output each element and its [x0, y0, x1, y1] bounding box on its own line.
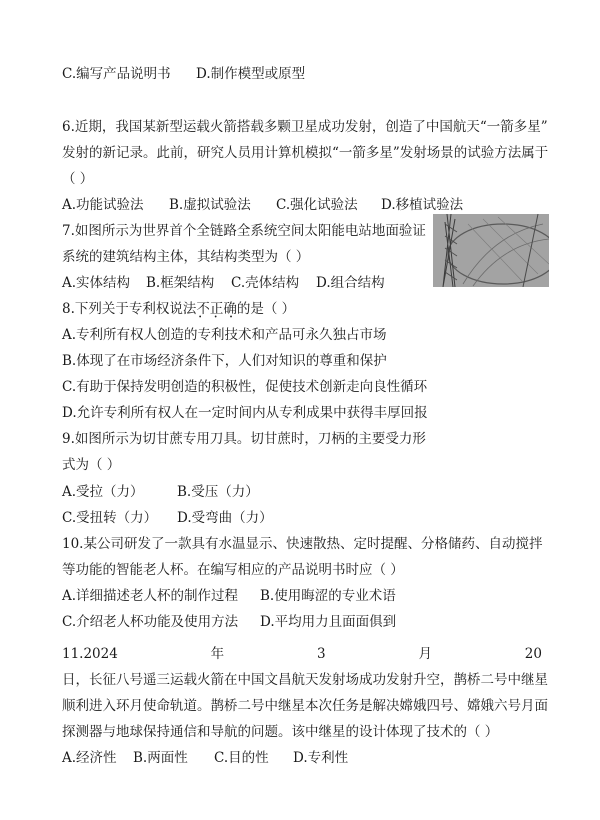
q10-options-cd	[62, 616, 396, 630]
q6-stem-line2: 发射的新记录。此前，研究人员用计算机模拟“一箭多星”发射场景的试验方法属于	[62, 145, 549, 161]
q7-stem-line1: 7.如图所示为世界首个全链路全系统空间太阳能电站地面验证	[62, 223, 426, 239]
q10-option-c: C.介绍老人杯功能及使用方法	[62, 614, 239, 630]
q10-options-ab	[62, 590, 396, 604]
q8-stem-start: 8.下列关于专利权说法	[62, 301, 197, 317]
q10-option-d: D.平均用力且面面俱到	[260, 614, 397, 630]
q5-options-cd	[62, 68, 305, 82]
q7-option-a: A.实体结构	[62, 275, 131, 291]
q8-option-b: B.体现了在市场经济条件下，人们对知识的尊重和保护	[62, 353, 387, 369]
q8-stem-end: 的是（ ）	[236, 301, 296, 317]
q9-options-ab	[62, 486, 259, 500]
q7-option-d: D.组合结构	[316, 275, 385, 291]
q9-stem-line2: 式为（ ）	[62, 457, 121, 473]
q8-emphasis-text: 不正确 • • •	[196, 301, 237, 317]
solar-station-structure-photo	[433, 214, 549, 287]
q9-option-b: B.受压（力）	[177, 484, 259, 500]
q10-option-a: A.详细描述老人杯的制作过程	[62, 588, 239, 604]
q8-option-a: A.专利所有权人创造的专利技术和产品可永久独占市场	[62, 327, 387, 343]
q5-option-c: C.编写产品说明书	[62, 66, 171, 82]
q6-option-b: B.虚拟试验法	[169, 197, 251, 213]
q8-stem	[62, 303, 295, 317]
lattice-structure-image	[433, 214, 549, 287]
q9-options-cd	[62, 512, 273, 526]
q6-stem-line1: 6.近期，我国某新型运载火箭搭载多颗卫星成功发射，创造了中国航天“一箭多星”	[62, 119, 548, 135]
q11-stem-line4: 探测器与地球保持通信和导航的问题。该中继星的设计体现了技术的（ ）	[62, 724, 499, 740]
q10-option-b: B.使用晦涩的专业术语	[260, 588, 396, 604]
q8-option-d: D.允许专利所有权人在一定时间内从专利成果中获得丰厚回报	[62, 405, 428, 421]
q9-option-d: D.受弯曲（力）	[177, 510, 273, 526]
q11-stem-line2: 日，长征八号遥三运载火箭在中国文昌航天发射场成功发射升空，鹊桥二号中继星	[62, 672, 548, 688]
q10-stem-line2: 等功能的智能老人杯。在编写相应的产品说明书时应（ ）	[62, 562, 404, 578]
q11-year-label: 年	[210, 646, 225, 662]
q6-options	[62, 199, 463, 213]
q11-stem-line1	[62, 648, 542, 662]
q9-option-a: A.受拉（力）	[62, 484, 144, 500]
q11-stem-line3: 顺利进入环月使命轨道。鹊桥二号中继星本次任务是解决嫦娥四号、嫦娥六号月面	[62, 698, 548, 714]
q7-option-c: C.壳体结构	[231, 275, 300, 291]
q10-stem-line1: 10.某公司研发了一款具有水温显示、快速散热、定时提醒、分格储药、自动搅拌	[62, 536, 543, 552]
q9-stem-line1: 9.如图所示为切甘蔗专用刀具。切甘蔗时，刀柄的主要受力形	[62, 431, 426, 447]
q6-option-c: C.强化试验法	[276, 197, 358, 213]
q11-day: 20	[524, 646, 542, 662]
q7-stem-line2: 系统的建筑结构主体，其结构类型为（ ）	[62, 249, 310, 265]
q11-month-label: 月	[418, 646, 432, 662]
q11-option-d: D.专利性	[293, 750, 349, 766]
q6-option-a: A.功能试验法	[62, 197, 144, 213]
q11-options	[62, 752, 348, 766]
q11-month: 3	[317, 646, 326, 662]
q7-options	[62, 277, 385, 291]
q9-option-c: C.受扭转（力）	[62, 510, 158, 526]
q7-option-b: B.框架结构	[146, 275, 215, 291]
q11-option-c: C.目的性	[214, 750, 269, 766]
q5-option-d: D.制作模型或原型	[196, 66, 306, 82]
q11-option-b: B.两面性	[133, 750, 188, 766]
q6-option-d: D.移植试验法	[381, 197, 464, 213]
q11-option-a: A.经济性	[62, 750, 117, 766]
q11-number-year: 11.2024	[62, 646, 118, 662]
q8-option-c: C.有助于保持发明创造的积极性，促使技术创新走向良性循环	[62, 379, 428, 395]
q6-answer-bracket: （ ）	[62, 171, 94, 187]
